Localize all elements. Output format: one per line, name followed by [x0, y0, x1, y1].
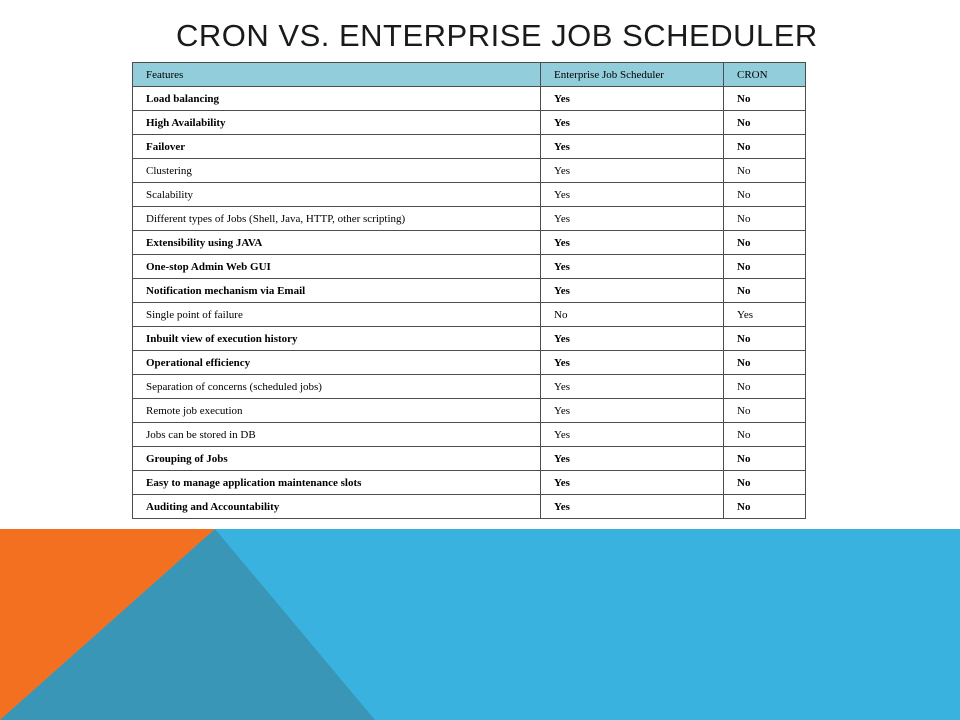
enterprise-cell: Yes [541, 255, 724, 279]
table-row [133, 159, 806, 183]
feature-cell: Single point of failure [133, 303, 541, 327]
table-row [133, 495, 806, 519]
enterprise-cell: Yes [541, 135, 724, 159]
table-row [133, 183, 806, 207]
enterprise-cell: Yes [541, 327, 724, 351]
header-features: Features [133, 63, 541, 87]
cron-cell: No [724, 471, 806, 495]
cron-cell: No [724, 159, 806, 183]
feature-cell: Remote job execution [133, 399, 541, 423]
table-row [133, 135, 806, 159]
cron-cell: No [724, 327, 806, 351]
enterprise-cell: Yes [541, 207, 724, 231]
enterprise-cell: Yes [541, 351, 724, 375]
enterprise-cell: Yes [541, 471, 724, 495]
table-row [133, 279, 806, 303]
table-row [133, 231, 806, 255]
cron-cell: No [724, 399, 806, 423]
enterprise-cell: Yes [541, 183, 724, 207]
table-row [133, 327, 806, 351]
enterprise-cell: Yes [541, 111, 724, 135]
comparison-table [132, 62, 806, 519]
cron-cell: Yes [724, 303, 806, 327]
feature-cell: Different types of Jobs (Shell, Java, HTTP, other scripting) [133, 207, 541, 231]
enterprise-cell: Yes [541, 87, 724, 111]
table-row [133, 303, 806, 327]
enterprise-cell: Yes [541, 495, 724, 519]
table-row [133, 399, 806, 423]
enterprise-cell: Yes [541, 279, 724, 303]
cron-cell: No [724, 375, 806, 399]
cron-cell: No [724, 351, 806, 375]
feature-cell: Separation of concerns (scheduled jobs) [133, 375, 541, 399]
feature-cell: Operational efficiency [133, 351, 541, 375]
feature-cell: Jobs can be stored in DB [133, 423, 541, 447]
feature-cell: Notification mechanism via Email [133, 279, 541, 303]
header-enterprise: Enterprise Job Scheduler [541, 63, 724, 87]
table-row [133, 423, 806, 447]
feature-cell: Easy to manage application maintenance slots [133, 471, 541, 495]
feature-cell: Clustering [133, 159, 541, 183]
header-cron: CRON [724, 63, 806, 87]
table-row [133, 87, 806, 111]
table-header-row [133, 63, 806, 87]
enterprise-cell: Yes [541, 159, 724, 183]
enterprise-cell: Yes [541, 399, 724, 423]
table-row [133, 447, 806, 471]
cron-cell: No [724, 279, 806, 303]
enterprise-cell: Yes [541, 423, 724, 447]
cron-cell: No [724, 183, 806, 207]
slide-title: CRON VS. ENTERPRISE JOB SCHEDULER [176, 18, 818, 53]
table-row [133, 471, 806, 495]
feature-cell: Inbuilt view of execution history [133, 327, 541, 351]
enterprise-cell: No [541, 303, 724, 327]
cron-cell: No [724, 447, 806, 471]
table-row [133, 255, 806, 279]
cron-cell: No [724, 495, 806, 519]
cron-cell: No [724, 135, 806, 159]
enterprise-cell: Yes [541, 447, 724, 471]
table-row [133, 207, 806, 231]
feature-cell: Failover [133, 135, 541, 159]
cron-cell: No [724, 207, 806, 231]
table-row [133, 351, 806, 375]
enterprise-cell: Yes [541, 375, 724, 399]
feature-cell: High Availability [133, 111, 541, 135]
cron-cell: No [724, 423, 806, 447]
cron-cell: No [724, 231, 806, 255]
feature-cell: Extensibility using JAVA [133, 231, 541, 255]
cron-cell: No [724, 255, 806, 279]
feature-cell: Scalability [133, 183, 541, 207]
feature-cell: Auditing and Accountability [133, 495, 541, 519]
feature-cell: Grouping of Jobs [133, 447, 541, 471]
cron-cell: No [724, 111, 806, 135]
table-row [133, 111, 806, 135]
feature-cell: Load balancing [133, 87, 541, 111]
feature-cell: One-stop Admin Web GUI [133, 255, 541, 279]
table-row [133, 375, 806, 399]
decorative-band [0, 529, 960, 720]
cron-cell: No [724, 87, 806, 111]
enterprise-cell: Yes [541, 231, 724, 255]
